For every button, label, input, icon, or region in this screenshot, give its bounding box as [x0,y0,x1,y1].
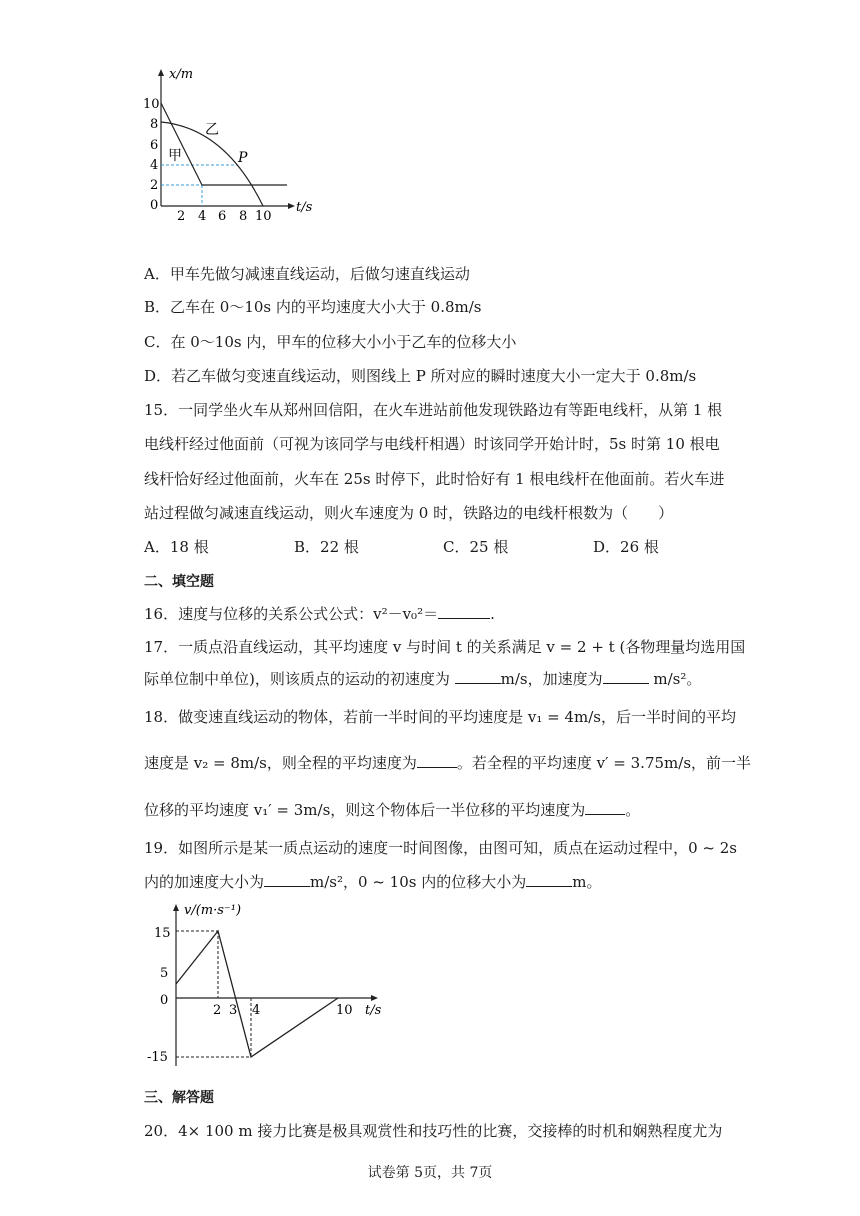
q19-text-a: 内的加速度大小为 [144,873,265,891]
xt-ytick: 4 [150,158,159,173]
q15-line-4: 站过程做匀减速直线运动，则火车速度为 0 时，铁路边的电线杆根数为（ ） [144,504,674,522]
xt-y-label: x/m [169,67,194,82]
q15-line-1: 15．一同学坐火车从郑州回信阳，在火车进站前他发现铁路边有等距电线杆，从第 1 根 [144,401,723,419]
xt-ytick: 8 [150,117,159,132]
vt-xtick: 3 [229,1003,238,1018]
vt-y-arrow [173,904,179,911]
q15-line-2: 电线杆经过他面前（可视为该同学与电线杆相遇）时该同学开始计时，5s 时第 10 根电 [144,435,720,453]
q17-line-1: 17．一质点沿直线运动，其平均速度 v 与时间 t 的关系满足 v = 2 + t (各物理量均选用国 [144,638,746,656]
vt-xtick: 4 [252,1003,261,1018]
q20-line-1: 20．4× 100 m 接力比赛是极具观赏性和技巧性的比赛，交接棒的时机和娴熟程度尤为 [144,1122,723,1140]
vt-ytick: 0 [160,993,169,1008]
xt-xtick: 8 [239,209,248,222]
q18-line-2 [144,752,751,774]
vt-xtick: 10 [336,1003,353,1018]
q17-text-a: 际单位制中单位)，则该质点的运动的初速度为 [144,670,455,688]
page-footer: 试卷第 5页，共 7页 [367,1165,493,1181]
q16-tail: . [490,605,495,623]
q14-option-c: C．在 0～10s 内，甲车的位移大小小于乙车的位移大小 [144,333,517,351]
vt-x-label: t/s [365,1003,382,1018]
q19-blank-2 [526,871,572,887]
q16-blank [438,603,490,619]
xt-xtick: 4 [198,209,207,222]
xt-ytick: 10 [143,97,160,112]
section-heading-answer: 三、解答题 [144,1090,214,1106]
q18-text-d: 。 [625,801,641,819]
xt-x-label: t/s [296,200,313,215]
q14-option-a: A．甲车先做匀减速直线运动，后做匀速直线运动 [144,265,470,283]
q17-blank-1 [455,668,501,684]
vt-y-label: v/(m·s⁻¹) [184,903,242,918]
q14-option-b: B．乙车在 0～10s 内的平均速度大小大于 0.8m/s [144,298,482,316]
vt-graph [140,900,390,1068]
q15-line-3: 线杆恰好经过他面前，火车在 25s 时停下，此时恰好有 1 根电线杆在他面前。若火车进 [144,470,725,488]
xt-xtick: 2 [177,209,186,222]
q19-line-2 [144,871,601,893]
q17-blank-2 [603,668,649,684]
q16-text: 16．速度与位移的关系公式公式：v²－v₀²＝ [144,605,439,623]
xt-xtick: 6 [218,209,227,222]
q18-text-b: 。若全程的平均速度 v′ = 3.75m/s，前一半 [456,754,752,772]
vt-xtick: 2 [213,1003,222,1018]
xt-ytick: 2 [150,178,159,193]
q19-text-b: m/s²，0 ~ 10s 内的位移大小为 [310,873,527,891]
vt-velocity-line [176,931,338,1057]
xt-ytick: 6 [150,138,159,153]
q14-option-d: D．若乙车做匀变速直线运动，则图线上 P 所对应的瞬时速度大小一定大于 0.8m/s [144,367,697,385]
vt-ytick: -15 [147,1050,168,1065]
q18-line-3 [144,799,640,821]
q18-line-1: 18．做变速直线运动的物体，若前一半时间的平均速度是 v₁ = 4m/s，后一半时间的平均 [144,708,736,726]
vt-ytick: 5 [160,966,169,981]
q18-text-c: 位移的平均速度 v₁′ = 3m/s，则这个物体后一半位移的平均速度为 [144,801,586,819]
q17-line-2 [144,668,701,690]
jia-label: 甲 [168,148,182,164]
q17-text-b: m/s，加速度为 [500,670,603,688]
q15-option-d: D．26 根 [593,538,659,556]
q18-text-a: 速度是 v₂ = 8m/s，则全程的平均速度为 [144,754,417,772]
q18-blank-2 [585,799,625,815]
yi-label: 乙 [205,122,219,138]
xt-graph [140,66,320,222]
q18-blank-1 [417,752,457,768]
q16 [144,603,495,625]
xt-xtick: 10 [255,209,272,222]
q15-option-c: C．25 根 [443,538,509,556]
q15-option-a: A．18 根 [144,538,209,556]
q19-text-c: m。 [572,873,602,891]
section-heading-fill-in: 二、填空题 [144,574,214,590]
xt-y-arrow [158,69,164,76]
q19-blank-1 [264,871,310,887]
vt-x-arrow [371,995,378,1001]
q15-option-b: B．22 根 [294,538,359,556]
vt-ytick: 15 [154,926,171,941]
jia-line [161,103,287,185]
xt-x-arrow [288,203,295,209]
xt-ytick: 0 [150,198,159,213]
q17-text-c: m/s²。 [648,670,702,688]
q19-line-1: 19．如图所示是某一质点运动的速度一时间图像，由图可知，质点在运动过程中，0 ~ 2s [144,839,737,857]
p-label: P [238,150,248,166]
